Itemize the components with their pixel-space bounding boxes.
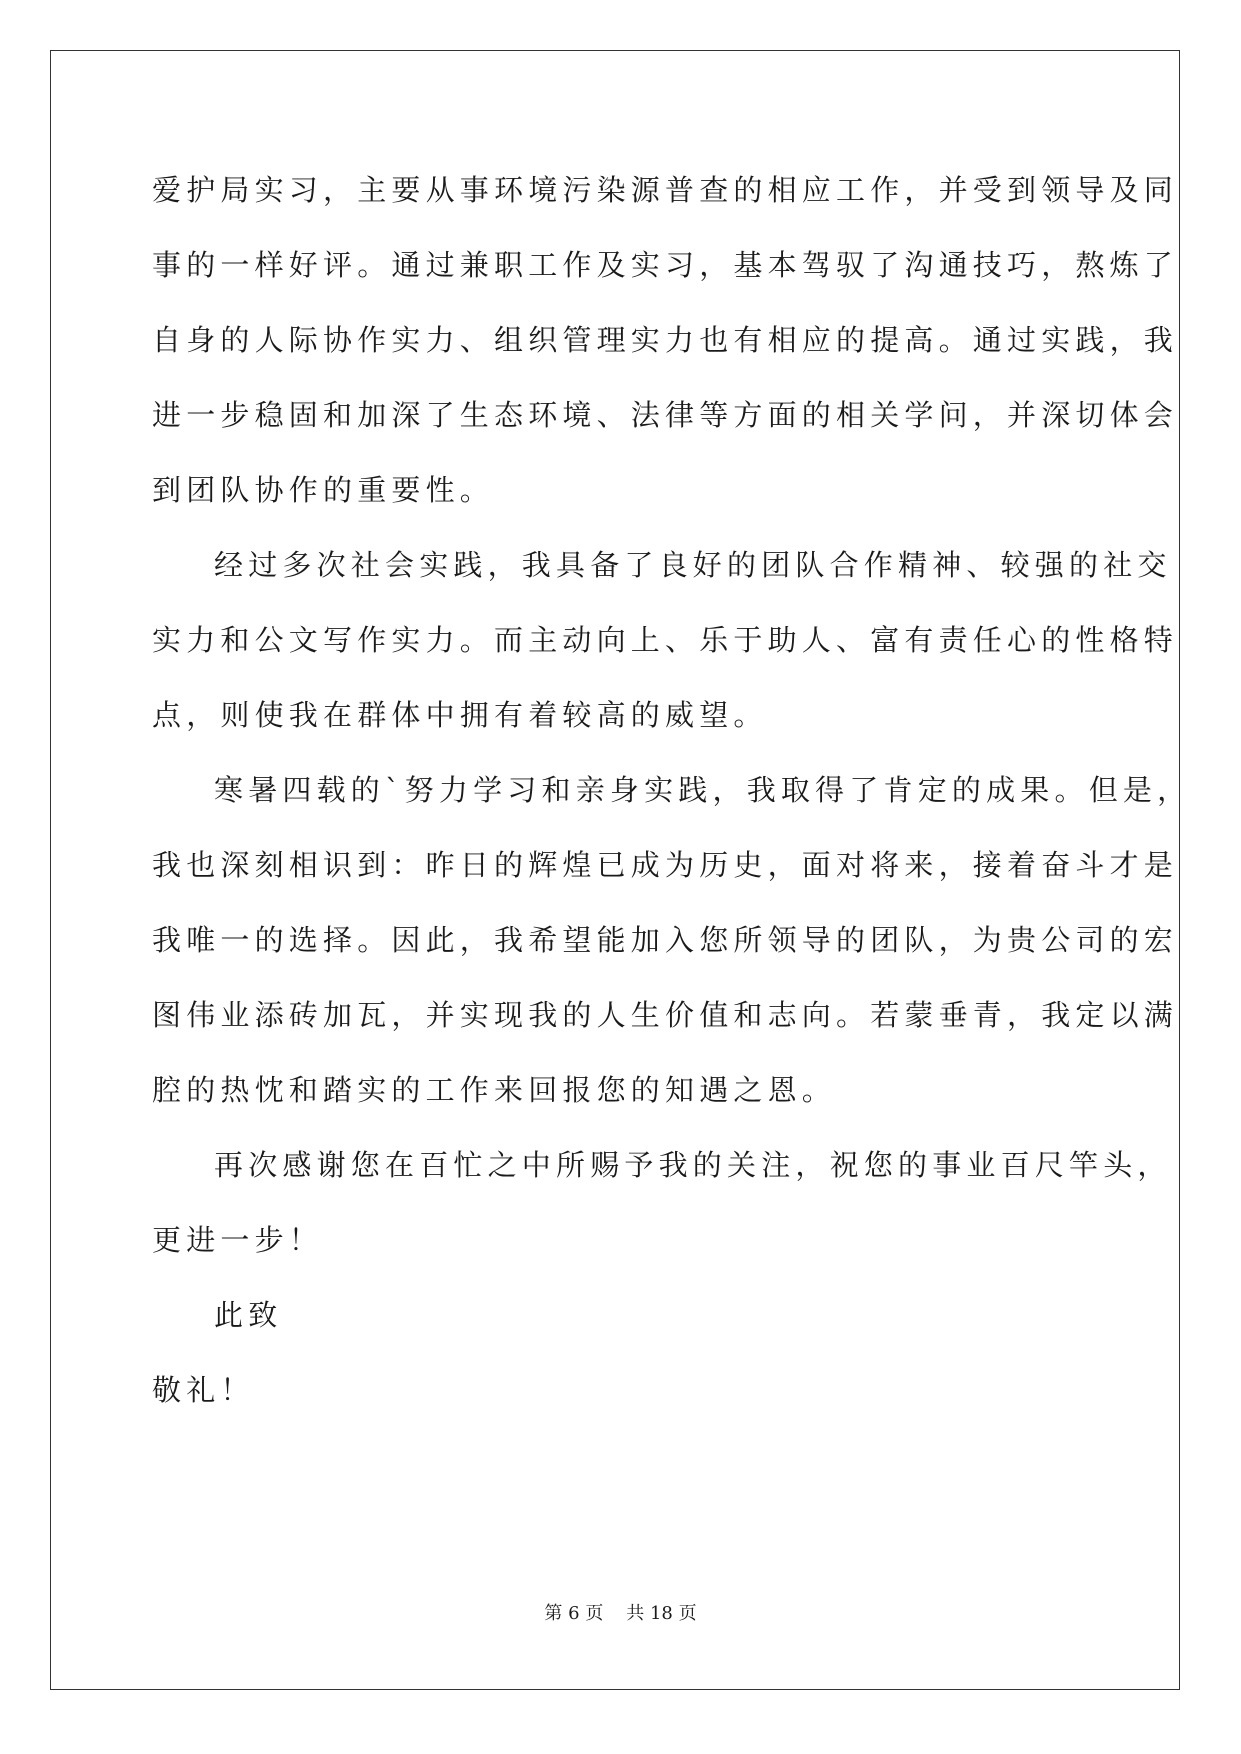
body-line: 再次感谢您在百忙之中所赐予我的关注，祝您的事业百尺竿头， <box>214 1148 1172 1182</box>
body-line: 寒暑四载的`努力学习和亲身实践，我取得了肯定的成果。但是， <box>214 773 1192 807</box>
closing-line: 此致 <box>214 1298 283 1332</box>
body-line: 进一步稳固和加深了生态环境、法律等方面的相关学问，并深切体会 <box>152 398 1179 432</box>
body-line: 爱护局实习，主要从事环境污染源普查的相应工作，并受到领导及同 <box>152 173 1179 207</box>
salutation-line: 敬礼！ <box>152 1373 255 1407</box>
body-line: 经过多次社会实践，我具备了良好的团队合作精神、较强的社交 <box>214 548 1172 582</box>
body-line: 我唯一的选择。因此，我希望能加入您所领导的团队，为贵公司的宏 <box>152 923 1179 957</box>
body-line: 事的一样好评。通过兼职工作及实习，基本驾驭了沟通技巧，熬炼了 <box>152 248 1179 282</box>
body-line: 自身的人际协作实力、组织管理实力也有相应的提高。通过实践，我 <box>152 323 1179 357</box>
body-line: 腔的热忱和踏实的工作来回报您的知遇之恩。 <box>152 1073 837 1107</box>
body-line: 实力和公文写作实力。而主动向上、乐于助人、富有责任心的性格特 <box>152 623 1179 657</box>
body-line: 图伟业添砖加瓦，并实现我的人生价值和志向。若蒙垂青，我定以满 <box>152 998 1179 1032</box>
page-total: 共 18 页 <box>626 1603 697 1624</box>
body-line: 到团队协作的重要性。 <box>152 473 495 507</box>
body-line: 点，则使我在群体中拥有着较高的威望。 <box>152 698 768 732</box>
body-line: 我也深刻相识到：昨日的辉煌已成为历史，面对将来，接着奋斗才是 <box>152 848 1179 882</box>
page-number: 第 6 页 <box>544 1603 604 1624</box>
body-line: 更进一步！ <box>152 1223 324 1257</box>
page-footer <box>0 1602 1241 1626</box>
